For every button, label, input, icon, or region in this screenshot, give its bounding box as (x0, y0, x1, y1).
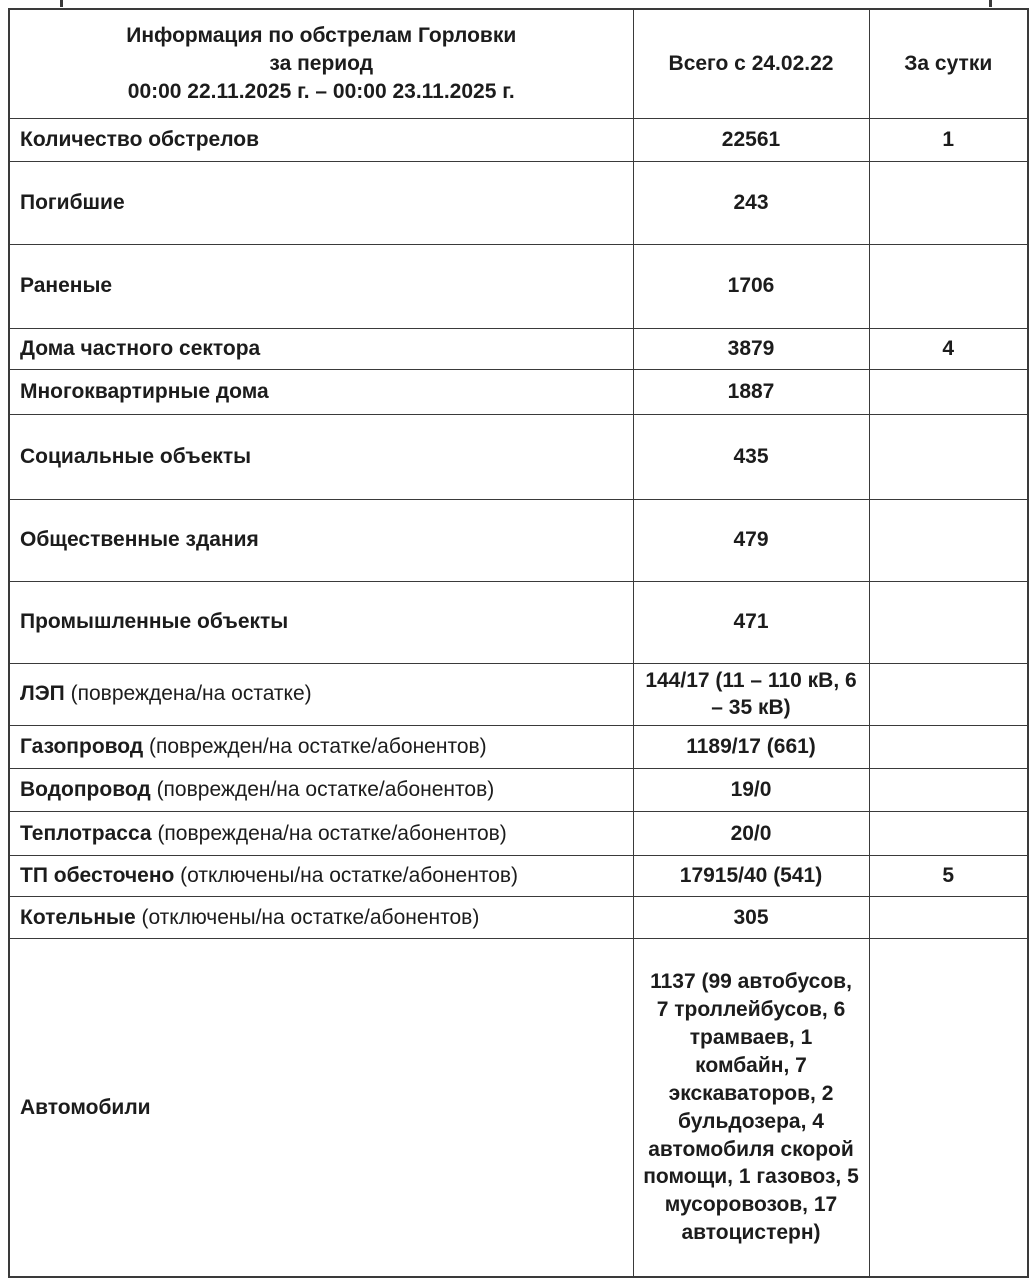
table-row (9, 581, 1028, 663)
row-label: Социальные объекты (20, 444, 252, 468)
row-label: Автомобили (20, 1095, 151, 1119)
table-row (9, 939, 1028, 1277)
table-row (9, 812, 1028, 856)
row-label-cell (9, 856, 633, 897)
table-row (9, 769, 1028, 812)
table-row (9, 369, 1028, 414)
row-daily-value (869, 499, 1028, 581)
row-total-value: 1887 (633, 369, 869, 414)
table-row (9, 414, 1028, 499)
row-label-cell (9, 663, 633, 726)
row-daily-value (869, 581, 1028, 663)
row-total-value: 1189/17 (661) (633, 726, 869, 769)
row-daily-value (869, 369, 1028, 414)
row-label-cell (9, 897, 633, 939)
row-daily-value (869, 414, 1028, 499)
row-total-value: 479 (633, 499, 869, 581)
row-daily-value: 1 (869, 118, 1028, 161)
row-label: Многоквартирные дома (20, 379, 269, 403)
row-label-cell (9, 244, 633, 328)
table-body (9, 118, 1028, 1277)
row-total-value: 243 (633, 161, 869, 244)
row-total-value: 20/0 (633, 812, 869, 856)
row-label: Общественные здания (20, 528, 259, 552)
row-label: ЛЭП (20, 682, 65, 706)
row-label: Теплотрасса (20, 821, 152, 845)
column-header-daily: За сутки (869, 9, 1028, 118)
table-row (9, 244, 1028, 328)
table-row (9, 328, 1028, 369)
row-label-cell (9, 769, 633, 812)
row-daily-value (869, 769, 1028, 812)
table-title-cell (9, 9, 633, 118)
row-label: Дома частного сектора (20, 336, 261, 360)
table-row (9, 499, 1028, 581)
row-total-value: 19/0 (633, 769, 869, 812)
table-row (9, 726, 1028, 769)
row-total-value: 3879 (633, 328, 869, 369)
row-label-note: (повреждена/на остатке) (64, 682, 312, 706)
row-label-cell (9, 118, 633, 161)
row-label: Газопровод (20, 735, 144, 759)
header-row (9, 9, 1028, 118)
row-daily-value: 5 (869, 856, 1028, 897)
row-label: Количество обстрелов (20, 127, 260, 151)
row-total-value: 305 (633, 897, 869, 939)
row-total-value: 435 (633, 414, 869, 499)
row-label-note: (поврежден/на остатке/абонентов) (143, 735, 487, 759)
row-label-note: (поврежден/на остатке/абонентов) (150, 778, 495, 802)
row-daily-value (869, 939, 1028, 1277)
row-total-value: 1706 (633, 244, 869, 328)
table-title-line-2: за период (269, 51, 374, 75)
table-title-line-3: 00:00 22.11.2025 г. – 00:00 23.11.2025 г. (127, 79, 515, 103)
row-total-value: 1137 (99 автобусов, 7 троллейбусов, 6 трамваев, 1 комбайн, 7 экскаваторов, 2 бульдозера, 4 автомобиля скорой помощи, 1 газовоз, 5 мусоровозов, 17 автоцистерн) (633, 939, 869, 1277)
row-daily-value (869, 726, 1028, 769)
row-label-cell (9, 414, 633, 499)
table-row (9, 663, 1028, 726)
row-daily-value (869, 897, 1028, 939)
row-daily-value (869, 244, 1028, 328)
row-total-value: 471 (633, 581, 869, 663)
table-row (9, 856, 1028, 897)
table-header (9, 9, 1028, 118)
row-daily-value (869, 812, 1028, 856)
row-label-cell (9, 369, 633, 414)
row-label: Котельные (20, 905, 136, 929)
crop-artifact-tick-left (60, 0, 63, 7)
row-total-value: 17915/40 (541) (633, 856, 869, 897)
row-label: Раненые (20, 274, 113, 298)
row-daily-value (869, 663, 1028, 726)
row-total-value: 22561 (633, 118, 869, 161)
row-label: Промышленные объекты (20, 610, 289, 634)
crop-artifact-tick-right (989, 0, 992, 7)
row-label-cell (9, 939, 633, 1277)
row-label-cell (9, 161, 633, 244)
row-label-cell (9, 499, 633, 581)
row-label-cell (9, 328, 633, 369)
table-title-line-1: Информация по обстрелам Горловки (126, 23, 517, 47)
row-label-note: (отключены/на остатке/абонентов) (135, 905, 480, 929)
row-total-value: 144/17 (11 – 110 кВ, 6 – 35 кВ) (633, 663, 869, 726)
row-label-note: (отключены/на остатке/абонентов) (174, 864, 519, 888)
row-label: ТП обесточено (20, 864, 175, 888)
table-row (9, 897, 1028, 939)
table-row (9, 161, 1028, 244)
row-label-cell (9, 812, 633, 856)
column-header-total: Всего с 24.02.22 (633, 9, 869, 118)
row-label-cell (9, 581, 633, 663)
shelling-info-table (8, 8, 1029, 1278)
row-label: Погибшие (20, 190, 125, 214)
table-row (9, 118, 1028, 161)
row-daily-value (869, 161, 1028, 244)
row-label-note: (повреждена/на остатке/абонентов) (151, 821, 507, 845)
row-label-cell (9, 726, 633, 769)
row-label: Водопровод (20, 778, 151, 802)
row-daily-value: 4 (869, 328, 1028, 369)
